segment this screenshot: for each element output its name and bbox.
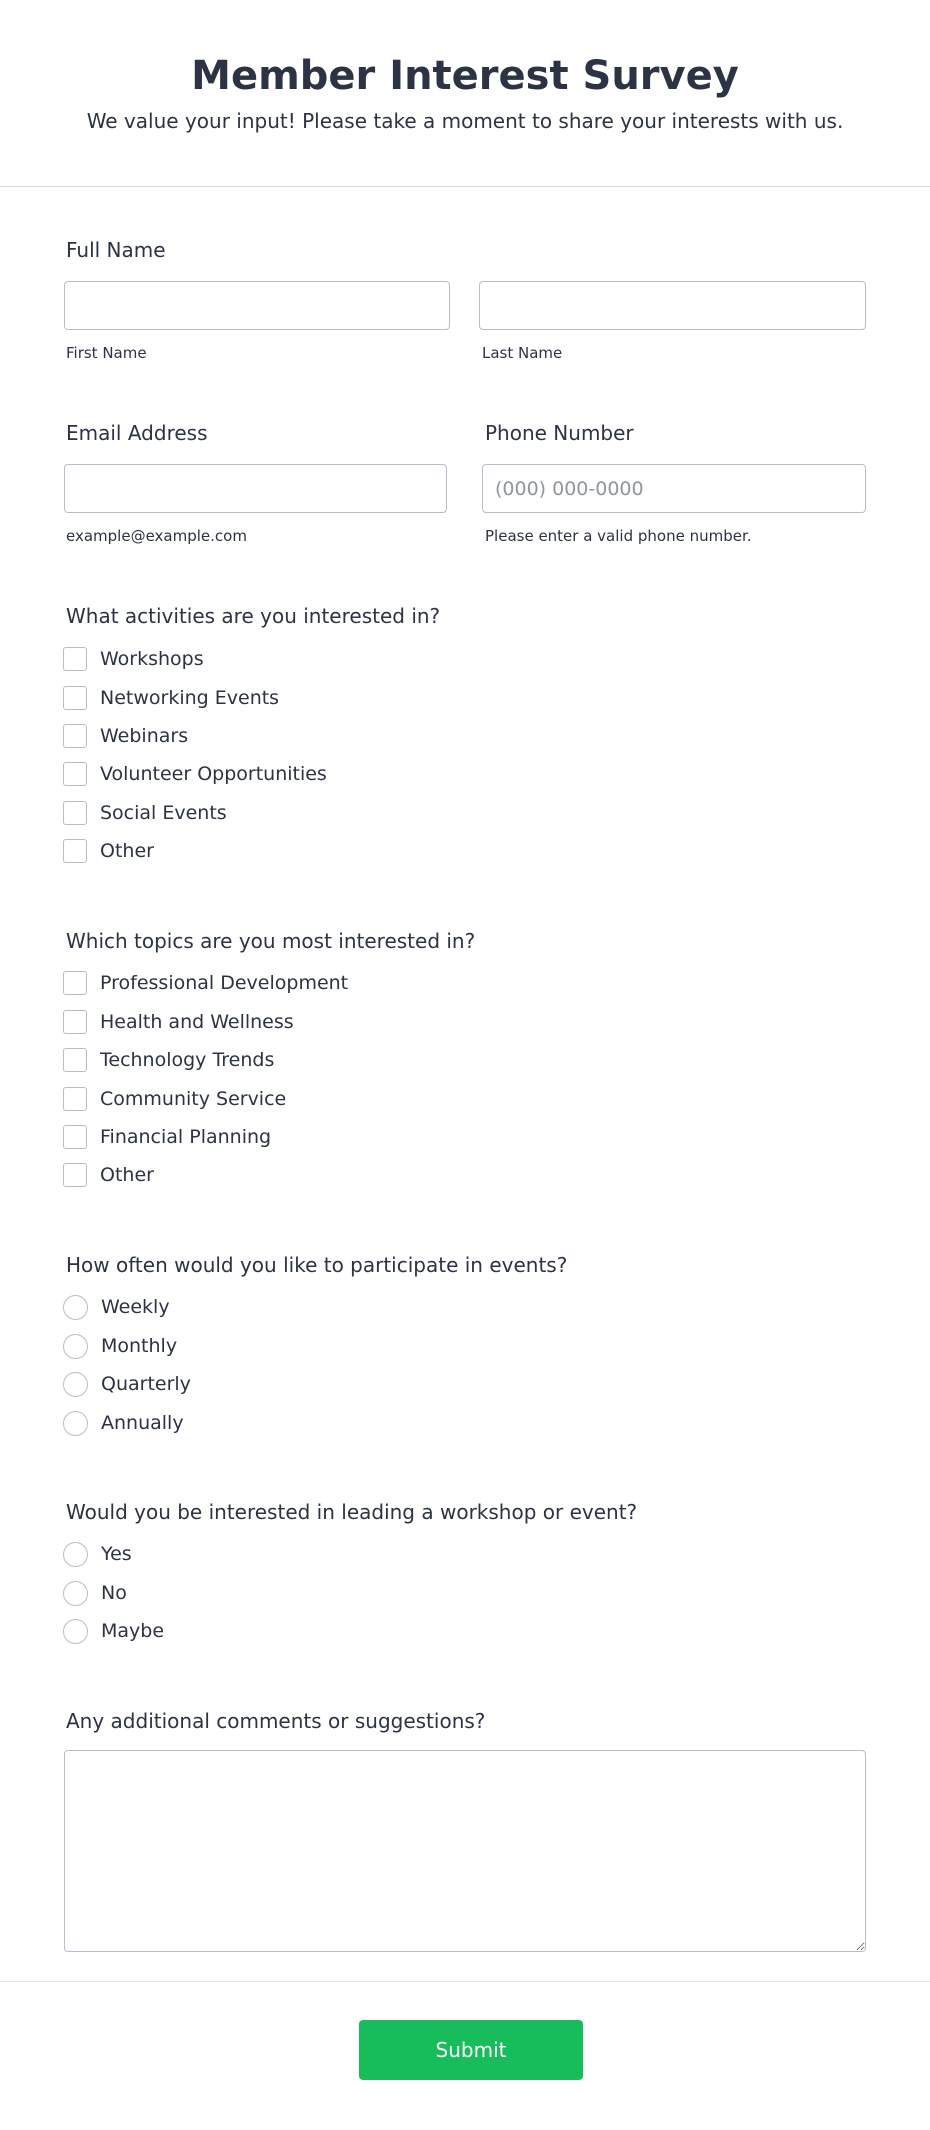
option-label: Professional Development — [100, 972, 349, 994]
radio-button[interactable] — [63, 1542, 88, 1567]
checkbox[interactable] — [63, 724, 87, 748]
option-label: Monthly — [101, 1335, 178, 1357]
frequency-option[interactable] — [63, 1333, 177, 1359]
option-label: Other — [100, 1164, 154, 1186]
activity-option[interactable] — [63, 761, 327, 787]
checkbox[interactable] — [63, 1087, 87, 1111]
last-name-sublabel: Last Name — [482, 344, 563, 362]
topic-option[interactable] — [63, 1124, 271, 1150]
phone-sublabel: Please enter a valid phone number. — [485, 527, 752, 545]
radio-button[interactable] — [63, 1411, 88, 1436]
leading-option[interactable] — [63, 1580, 127, 1606]
topic-option[interactable] — [63, 1162, 154, 1188]
frequency-question: How often would you like to participate in events? — [66, 1253, 568, 1277]
topic-option[interactable] — [63, 1086, 286, 1112]
option-label: Volunteer Opportunities — [100, 763, 327, 785]
submit-button[interactable]: Submit — [359, 2020, 583, 2080]
leading-option[interactable] — [63, 1618, 164, 1644]
radio-button[interactable] — [63, 1619, 88, 1644]
activity-option[interactable] — [63, 838, 154, 864]
option-label: Health and Wellness — [100, 1011, 294, 1033]
activity-option[interactable] — [63, 800, 227, 826]
option-label: Networking Events — [100, 687, 280, 709]
activities-question: What activities are you interested in? — [66, 604, 441, 628]
radio-button[interactable] — [63, 1295, 88, 1320]
topic-option[interactable] — [63, 970, 348, 996]
radio-button[interactable] — [63, 1581, 88, 1606]
option-label: Workshops — [100, 648, 204, 670]
email-sublabel: example@example.com — [66, 527, 247, 545]
frequency-option[interactable] — [63, 1371, 191, 1397]
checkbox[interactable] — [63, 647, 87, 671]
checkbox[interactable] — [63, 839, 87, 863]
phone-input[interactable] — [482, 464, 866, 513]
radio-button[interactable] — [63, 1334, 88, 1359]
option-label: Maybe — [101, 1620, 165, 1642]
option-label: Other — [100, 840, 154, 862]
checkbox[interactable] — [63, 1010, 87, 1034]
first-name-sublabel: First Name — [66, 344, 147, 362]
leading-question: Would you be interested in leading a workshop or event? — [66, 1500, 638, 1524]
option-label: Quarterly — [101, 1373, 191, 1395]
topic-option[interactable] — [63, 1047, 274, 1073]
radio-button[interactable] — [63, 1372, 88, 1397]
activity-option[interactable] — [63, 685, 279, 711]
first-name-input[interactable] — [64, 281, 450, 330]
email-label: Email Address — [66, 421, 208, 445]
footer-divider — [0, 1981, 930, 1982]
activity-option[interactable] — [63, 723, 188, 749]
option-label: Technology Trends — [100, 1049, 275, 1071]
leading-option[interactable] — [63, 1541, 132, 1567]
option-label: Annually — [101, 1412, 184, 1434]
topic-option[interactable] — [63, 1009, 294, 1035]
checkbox[interactable] — [63, 762, 87, 786]
full-name-label: Full Name — [66, 238, 166, 262]
email-input[interactable] — [64, 464, 447, 513]
option-label: Social Events — [100, 802, 227, 824]
comments-textarea[interactable] — [64, 1750, 866, 1952]
last-name-input[interactable] — [479, 281, 866, 330]
activity-option[interactable] — [63, 646, 204, 672]
checkbox[interactable] — [63, 1163, 87, 1187]
option-label: Yes — [101, 1543, 132, 1565]
frequency-option[interactable] — [63, 1410, 184, 1436]
option-label: No — [101, 1582, 127, 1604]
comments-question: Any additional comments or suggestions? — [66, 1709, 486, 1733]
frequency-option[interactable] — [63, 1294, 170, 1320]
option-label: Community Service — [100, 1088, 287, 1110]
topics-question: Which topics are you most interested in? — [66, 929, 476, 953]
phone-label: Phone Number — [485, 421, 634, 445]
option-label: Weekly — [101, 1296, 170, 1318]
form-subtitle: We value your input! Please take a moment to share your interests with us. — [86, 109, 844, 133]
checkbox[interactable] — [63, 1125, 87, 1149]
option-label: Financial Planning — [100, 1126, 272, 1148]
checkbox[interactable] — [63, 801, 87, 825]
form-header — [0, 0, 930, 187]
checkbox[interactable] — [63, 1048, 87, 1072]
checkbox[interactable] — [63, 686, 87, 710]
checkbox[interactable] — [63, 971, 87, 995]
form-title: Member Interest Survey — [191, 53, 739, 99]
option-label: Webinars — [100, 725, 189, 747]
